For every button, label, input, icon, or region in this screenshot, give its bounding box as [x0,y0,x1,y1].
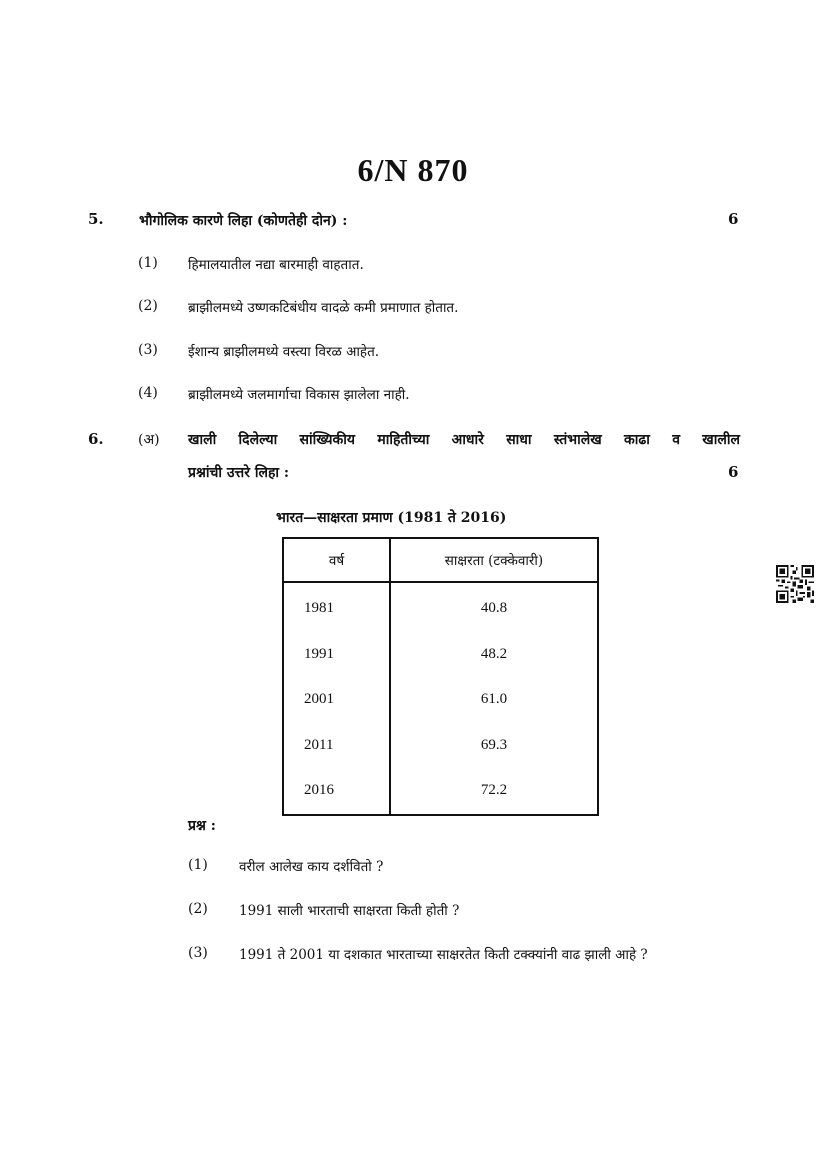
q5-marks: 6 [728,210,739,228]
table-row [283,632,598,678]
q5-item-number: (4) [138,385,158,401]
cell-year: 2016 [283,768,390,815]
cell-value: 48.2 [480,645,508,662]
literacy-table [282,537,599,816]
q5-item-text: ईशान्य ब्राझीलमध्ये वस्त्या विरळ आहेत. [188,344,380,360]
table-row [283,677,598,723]
question-text: वरील आलेख काय दर्शवितो ? [239,859,384,875]
qr-code-icon [776,565,814,603]
question-number: (2) [188,901,208,917]
cell-year: 1991 [283,632,390,678]
cell-year: 2011 [283,723,390,769]
q5-item-number: (1) [138,255,158,271]
q5-heading: भौगोलिक कारणे लिहा (कोणतेही दोन) : [139,213,348,229]
q6-instruction-line2: प्रश्नांची उत्तरे लिहा : [188,465,290,481]
table-row [283,723,598,769]
q5-item-text: ब्राझीलमध्ये उष्णकटिबंधीय वादळे कमी प्रमाणात होतात. [188,300,459,316]
table-row [283,582,598,632]
cell-value: 69.3 [480,736,508,753]
q6-marks: 6 [728,463,739,481]
q5-number: 5. [88,210,104,228]
q6-number: 6. [88,430,104,448]
question-number: (3) [188,945,208,961]
questions-label: प्रश्न : [188,818,216,834]
table-title: भारत—साक्षरता प्रमाण (1981 ते 2016) [276,510,507,526]
question-text: 1991 ते 2001 या दशकात भारताच्या साक्षरतेत किती टक्क्यांनी वाढ झाली आहे ? [239,947,648,963]
header-year: वर्ष [283,538,390,582]
cell-value: 72.2 [480,782,508,799]
q5-item-number: (2) [138,298,158,314]
question-text: 1991 साली भारताची साक्षरता किती होती ? [239,903,460,919]
q5-item-text: ब्राझीलमध्ये जलमार्गाचा विकास झालेला नाही. [188,387,410,403]
cell-value: 40.8 [480,600,508,617]
paper-code: 6/N 870 [357,152,469,188]
q6-instruction-line1: खाली दिलेल्या सांख्यिकीय माहितीच्या आधारे साधा स्तंभालेख काढा व खालील [188,432,740,448]
table-header-row [283,538,598,582]
cell-year: 2001 [283,677,390,723]
q5-item-text: हिमालयातील नद्या बारमाही वाहतात. [188,257,364,273]
q5-item-number: (3) [138,342,158,358]
question-number: (1) [188,857,208,873]
table-row [283,768,598,815]
header-literacy: साक्षरता (टक्केवारी) [390,538,598,582]
cell-year: 1981 [283,582,390,632]
cell-value: 61.0 [480,691,508,708]
q6-part-label: (अ) [138,432,160,448]
